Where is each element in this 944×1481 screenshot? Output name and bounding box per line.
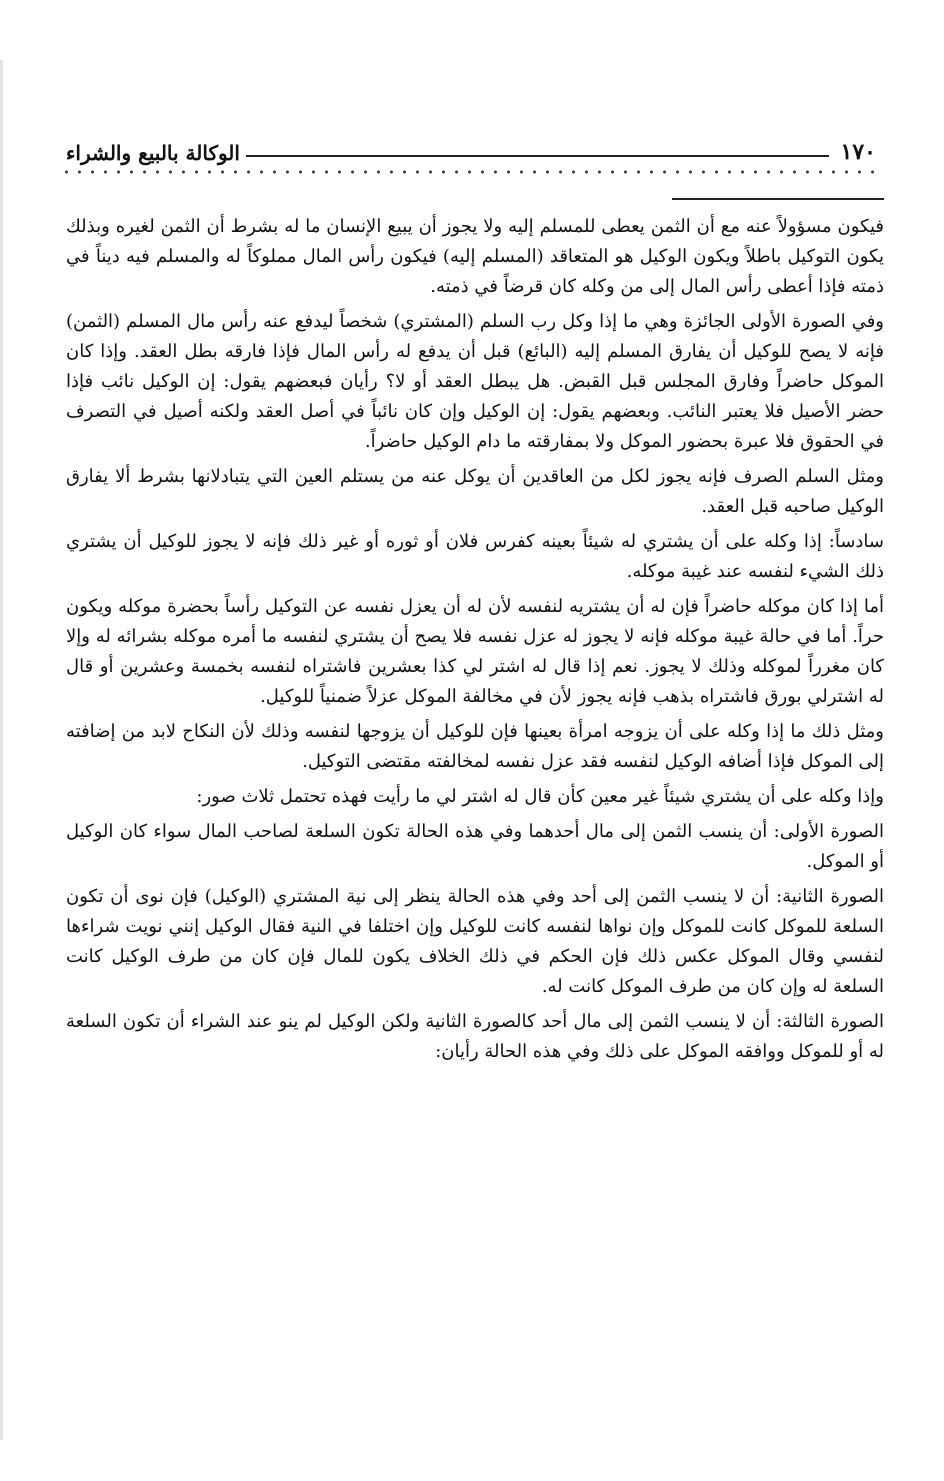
page-number: ١٧٠ bbox=[840, 139, 876, 165]
section-rule bbox=[672, 198, 884, 200]
paragraph: الصورة الثالثة: أن لا ينسب الثمن إلى مال أحد كالصورة الثانية ولكن الوكيل لم ينو عند الشراء أن تكون السلعة له أو للموكل ووافقه الموكل على ذلك وفي هذه الحالة رأيان: bbox=[66, 1011, 884, 1062]
paragraph: ومثل ذلك ما إذا وكله على أن يزوجه امرأة بعينها فإن للوكيل أن يزوجها لنفسه وذلك لأن النكاح لابد من إضافته إلى الموكل فإذا أضافه الوكيل لنفسه فقد عزل نفسه لمخالفته مقتضى التوكيل. bbox=[66, 721, 884, 772]
paragraph: أما إذا كان موكله حاضراً فإن له أن يشتريه لنفسه لأن له أن يعزل نفسه عن التوكيل رأساً بحضرة موكله ويكون حراً. أما في حالة غيبة موكله فإنه لا يجوز له عزل نفسه فلا يصح أن يشتري لنفسه ما أمره موكله بشرائه له وإلا كان مغرراً لموكله وذلك لا يجوز. نعم إذا قال له اشتر لي كذا بعشرين فاشتراه لنفسه بخمسة وعشرين أو قال له اشترلي بورق فاشتراه بذهب فإنه يجوز لأن في مخالفة الموكل عزلاً ضمنياً للوكيل. bbox=[66, 596, 884, 707]
paragraph: الصورة الثانية: أن لا ينسب الثمن إلى أحد وفي هذه الحالة ينظر إلى نية المشتري (الوكيل) فإن نوى أن تكون السلعة للموكل كانت للموكل وإن نواها لنفسه كانت للوكيل وإن اختلفا في النية فقال الوكيل إنني نويت شراءها لنفسي وقال الموكل عكس ذلك فإن الحكم في ذلك الخلاف يكون للمال فإن كان من طرف الوكيل كانت السلعة له وإن كان من طرف الموكل كانت له. bbox=[66, 886, 884, 997]
paragraph: فيكون مسؤولاً عنه مع أن الثمن يعطى للمسلم إليه ولا يجوز أن يبيع الإنسان ما له بشرط أن الثمن لغيره وبذلك يكون التوكيل باطلاً ويكون الوكيل هو المتعاقد (المسلم إليه) فيكون رأس المال مملوكاً له والمسلم فيه ديناً في ذمته فإذا أعطى رأس المال إلى من وكله كان قرضاً في ذمته. bbox=[66, 216, 884, 297]
paragraph: سادساً: إذا وكله على أن يشتري له شيئاً بعينه كفرس فلان أو ثوره أو غير ذلك فإنه لا يجوز للوكيل أن يشتري ذلك الشيء لنفسه عند غيبة موكله. bbox=[66, 531, 884, 582]
running-title: الوكالة بالبيع والشراء bbox=[66, 141, 240, 165]
paragraph: ومثل السلم الصرف فإنه يجوز لكل من العاقدين أن يوكل عنه من يستلم العين التي يتبادلانها بشرط ألا يفارق الوكيل صاحبه قبل العقد. bbox=[66, 466, 884, 517]
paragraph: الصورة الأولى: أن ينسب الثمن إلى مال أحدهما وفي هذه الحالة تكون السلعة لصاحب المال سواء كان الوكيل أو الموكل. bbox=[66, 821, 884, 872]
paragraph: وفي الصورة الأولى الجائزة وهي ما إذا وكل رب السلم (المشتري) شخصاً ليدفع عنه رأس مال المسلم (الثمن) فإنه لا يصح للوكيل أن يفارق المسلم إليه (البائع) قبل أن يدفع له رأس المال فإذا فارقه بطل العقد. وإذا كان الموكل حاضراً وفارق المجلس قبل القبض. هل يبطل العقد أو لا؟ رأيان فبعضهم يقول: إن الوكيل نائب فإذا حضر الأصيل فلا يعتبر النائب. وبعضهم يقول: إن الوكيل وإن كان نائباً في أصل العقد ولكنه أصيل في التصرف في الحقوق فلا عبرة بحضور الموكل ولا بمفارقته ما دام الوكيل حاضراً. bbox=[66, 311, 884, 452]
header-rule bbox=[246, 155, 829, 157]
page-header bbox=[66, 125, 876, 165]
paragraph: وإذا وكله على أن يشتري شيئاً غير معين كأن قال له اشتر لي ما رأيت فهذه تحتمل ثلاث صور: bbox=[196, 786, 884, 807]
dotted-separator bbox=[60, 165, 878, 179]
scan-edge-shadow bbox=[0, 60, 3, 1440]
body-text bbox=[66, 212, 884, 1072]
